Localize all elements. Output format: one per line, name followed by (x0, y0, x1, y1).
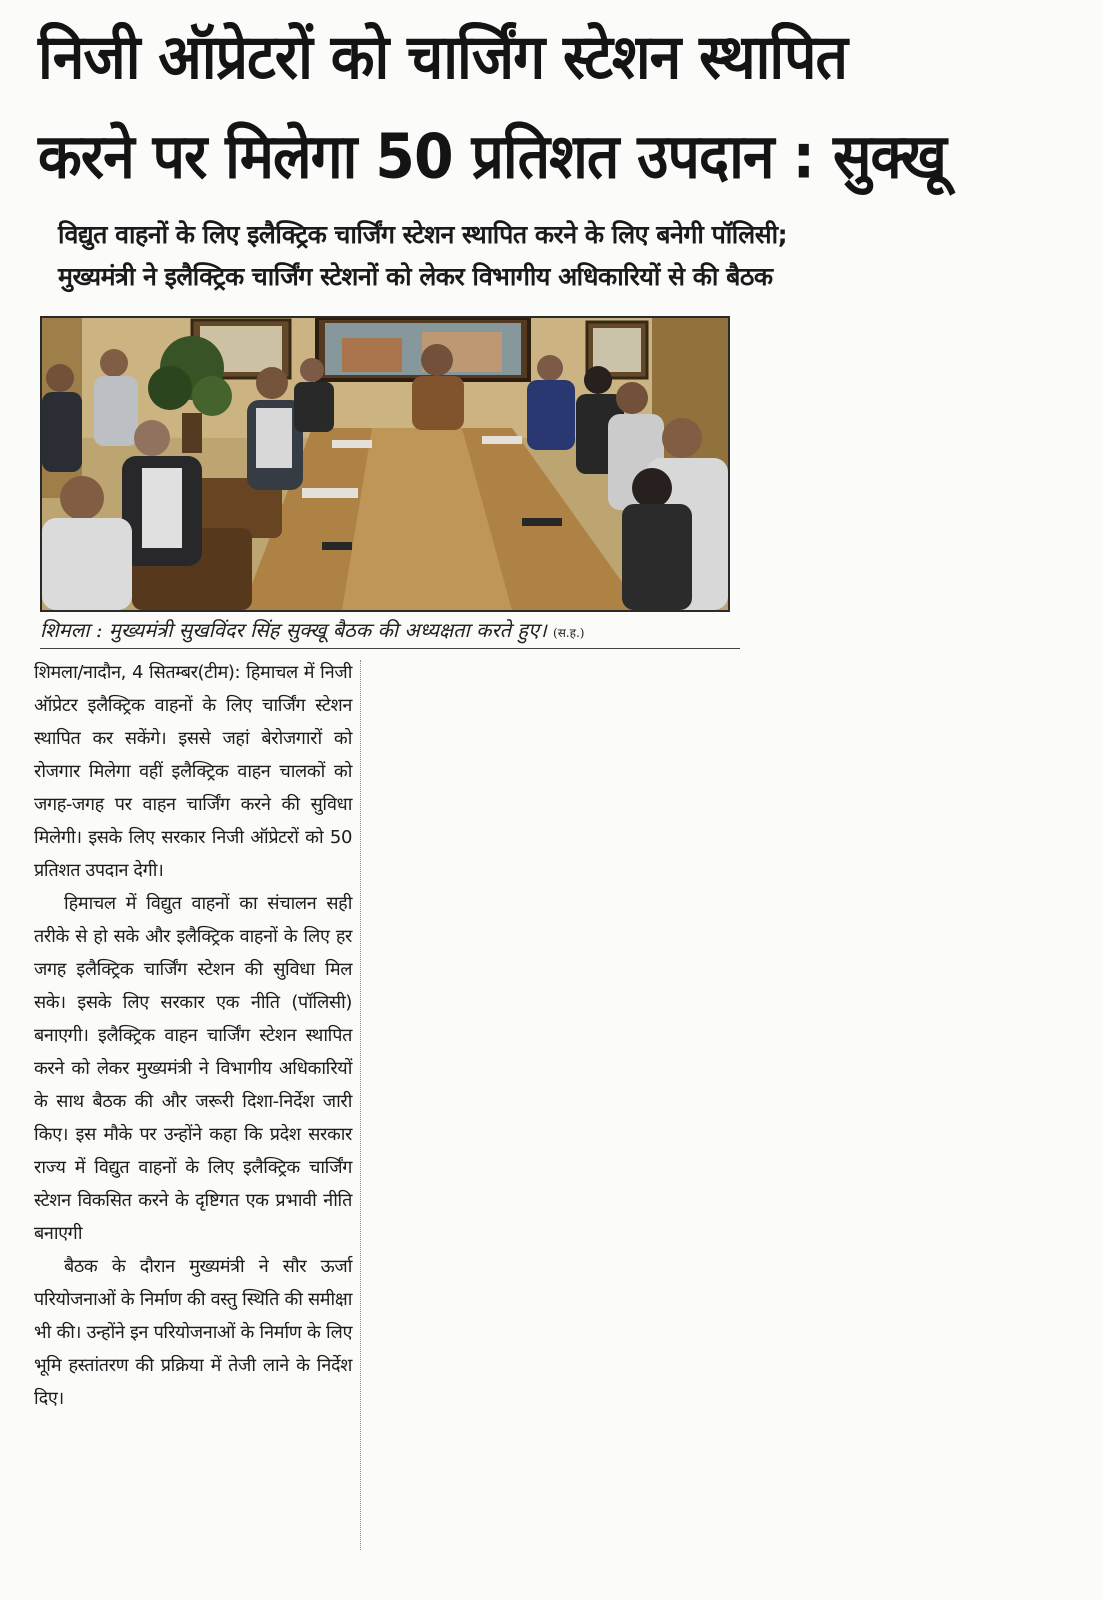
photo-caption-text: शिमला : मुख्यमंत्री सुखविंदर सिंह सुक्खू बैठक की अध्यक्षता करते हुए। (40, 618, 547, 642)
article-body (34, 656, 352, 1415)
meeting-photo (40, 316, 730, 612)
subheadline-line-2: मुख्यमंत्री ने इलैक्ट्रिक चार्जिंग स्टेशनों को लेकर विभागीय अधिकारियों से की बैठक (58, 262, 773, 291)
subheadline-line-1: विद्युत वाहनों के लिए इलैक्ट्रिक चार्जिंग स्टेशन स्थापित करने के लिए बनेगी पॉलिसी; (58, 220, 788, 249)
dateline: शिमला/नादौन, 4 सितम्बर(टीम): (34, 662, 241, 683)
caption-divider (40, 648, 740, 649)
paragraph-2: हिमाचल में विद्युत वाहनों का संचालन सही तरीके से हो सके और इलैक्ट्रिक वाहनों के लिए हर जगह इलैक्ट्रिक चार्जिंग स्टेशन की सुविधा मिल सके। इसके लिए सरकार एक नीति (पॉलिसी) बनाएगी। इलैक्ट्रिक वाहन चार्जिंग स्टेशन स्थापित करने को लेकर मुख्यमंत्री ने विभागीय अधिकारियों के साथ बैठक की और जरूरी दिशा-निर्देश जारी किए। इस मौके पर उन्होंने कहा कि प्रदेश सरकार राज्य में विद्युत वाहनों के लिए इलैक्ट्रिक चार्जिंग स्टेशन विकसित करने के दृष्टिगत एक प्रभावी नीति बनाएगी (34, 893, 352, 1244)
paragraph-1 (34, 656, 352, 887)
column-divider (360, 660, 361, 1550)
headline-line-1: निजी ऑप्रेटरों को चार्जिंग स्टेशन स्थापित (38, 22, 848, 94)
paragraph-1-text: हिमाचल में निजी ऑप्रेटर इलैक्ट्रिक वाहनों के लिए चार्जिंग स्टेशन स्थापित कर सकेंगे। इससे जहां बेरोजगारों को रोजगार मिलेगा वहीं इलैक्ट्रिक वाहन चालकों को जगह-जगह पर वाहन चार्जिंग करने की सुविधा मिलेगी। इसके लिए सरकार निजी ऑप्रेटरों को 50 प्रतिशत उपदान देगी। (34, 662, 352, 881)
headline-line-2: करने पर मिलेगा 50 प्रतिशत उपदान : सुक्खू (38, 121, 946, 193)
photo-credit: (स.ह.) (553, 626, 585, 640)
headline (38, 8, 1068, 207)
photo-caption (40, 616, 740, 647)
paragraph-3: बैठक के दौरान मुख्यमंत्री ने सौर ऊर्जा परियोजनाओं के निर्माण की वस्तु स्थिति की समीक्षा भी की। उन्होंने इन परियोजनाओं के निर्माण के लिए भूमि हस्तांतरण की प्रक्रिया में तेजी लाने के निर्देश दिए। (34, 1256, 352, 1409)
subheadline (58, 214, 1058, 298)
